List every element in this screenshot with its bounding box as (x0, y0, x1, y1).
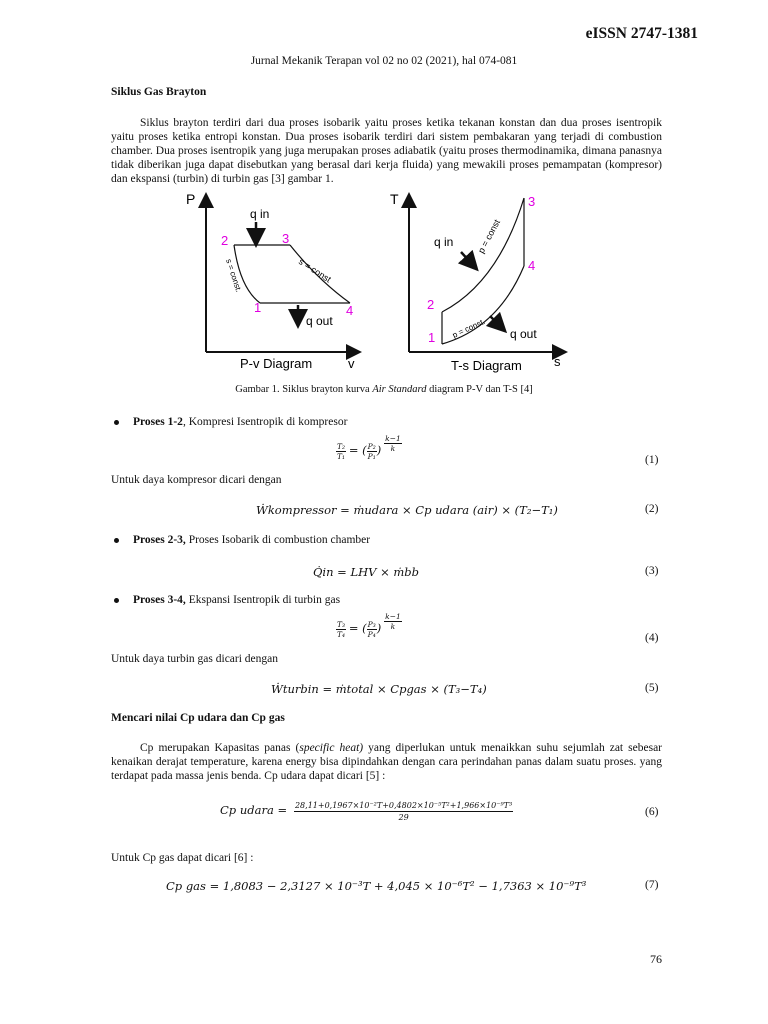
eq6-numerator: 28,11+0,1967×10⁻²T+0,4802×10⁻⁵T²+1,966×10⁻⁹T³ (294, 801, 513, 810)
eq4-lhs-den: T₄ (337, 630, 346, 639)
pv-y-label: P (186, 191, 196, 207)
equation-7: Cp gas = 1,8083 − 2,3127 × 10⁻³T + 4,045 × 10⁻⁶T² − 1,7363 × 10⁻⁹T³ (166, 879, 587, 893)
eq1-exp-num: k−1 (385, 434, 401, 443)
ts-qin-label: q in (434, 235, 454, 249)
bullet-proses-34 (114, 594, 340, 606)
eq6-lhs: Cp udara = (220, 803, 288, 818)
pv-diagram (186, 191, 355, 371)
eq5-number: (5) (645, 682, 659, 694)
eq4-number: (4) (645, 632, 659, 644)
bullet-proses-12 (114, 416, 347, 428)
ts-qout-arrow (490, 316, 500, 326)
equation-6 (220, 800, 513, 823)
pv-point-4: 4 (346, 303, 354, 318)
bullet-icon (114, 598, 119, 603)
eq6-denominator: 29 (398, 813, 409, 822)
figure-caption (0, 384, 768, 395)
page-number: 76 (650, 952, 662, 966)
text-turbin: Untuk daya turbin gas dicari dengan (111, 653, 279, 665)
ts-p-const-23: p = const (475, 217, 503, 255)
paragraph-cp-pre: Cp merupakan Kapasitas panas ( (140, 742, 300, 754)
equation-5: Ẇturbin = ṁtotal × Cpgas × (T₃−T₄) (271, 682, 487, 696)
eq3-number: (3) (645, 565, 659, 577)
proses34-text: Ekspansi Isentropik di turbin gas (185, 594, 341, 606)
brayton-figure (178, 188, 578, 374)
pv-point-1: 1 (254, 300, 262, 315)
proses12-bold: Proses 1-2 (133, 416, 183, 428)
ts-point-3: 3 (528, 194, 536, 209)
ts-title: T-s Diagram (451, 358, 522, 373)
bullet-proses-23 (114, 534, 370, 546)
ts-x-label: s (554, 354, 561, 369)
equation-2: Ẇkompressor = ṁudara × Cp udara (air) × (T₂−T₁) (256, 503, 558, 517)
bullet-icon (114, 538, 119, 543)
pv-point-2: 2 (221, 233, 229, 248)
text-cpgas: Untuk Cp gas dapat dicari [6] : (111, 852, 254, 864)
ts-point-4: 4 (528, 258, 536, 273)
eq4-in-num: P₃ (367, 620, 376, 629)
proses23-text: Proses Isobarik di combustion chamber (185, 534, 371, 546)
eq1-lhs-den: T₁ (337, 452, 346, 461)
eq1-number: (1) (645, 454, 659, 466)
journal-header: Jurnal Mekanik Terapan vol 02 no 02 (2021), hal 074-081 (250, 55, 518, 67)
pv-title: P-v Diagram (240, 356, 313, 371)
eq2-number: (2) (645, 503, 659, 515)
paragraph-cp (111, 741, 662, 783)
eq1-lhs-num: T₂ (337, 442, 346, 451)
paragraph-cp-post: yang diperlukan untuk menaikkan suhu sejumlah zat sebesar kenaikan derajat temperature, karena energy bisa dipindahkan dengan cara perindahan panas dalam suatu proses. yang terdapat pada massa jenis benda. Cp udara dapat dicari [5] : (111, 742, 662, 782)
ts-qin-arrow (461, 252, 472, 264)
section-heading-cp: Mencari nilai Cp udara dan Cp gas (111, 712, 285, 724)
eq1-in-num: P₂ (367, 442, 376, 451)
eq4-lhs-num: T₃ (337, 620, 346, 629)
paragraph-brayton (111, 116, 662, 186)
equation-4: $\frac{\text{T₃}}{\text{T₄}}$ = ( $\frac{\text{P₃}}{\text{P₄}}$ ) $\frac{k-1}{k}$ (337, 612, 401, 639)
proses23-bold: Proses 2-3, (133, 534, 186, 546)
ts-point-1: 1 (428, 330, 436, 345)
paragraph-brayton-text: Siklus brayton terdiri dari dua proses isobarik yaitu proses ketika tekanan konstan dan dua proses isentropik yaitu proses ketika entropi konstan. Dua proses isobarik terdiri dari sistem pembakaran yang terjadi di combustion chamber. Dua proses isentropik yang juga merupakan proses adiabatik (yaitu proses thermodinamika, dimana panasnya tidak diberikan juga dapat disebutkan yang berasal dari kerja fluida) yang mewakili proses pemampatan (kompresor) dan ekspansi (turbin) di turbin gas [3] gambar 1. (111, 117, 662, 185)
eq4-in-den: P₄ (367, 630, 376, 639)
proses34-bold: Proses 3-4, (133, 594, 186, 606)
caption-text-post: diagram P-V dan T-S [4] (426, 384, 533, 395)
pv-s-const-12: s = const. (224, 257, 244, 294)
caption-text-pre: Gambar 1. Siklus brayton kurva (235, 384, 373, 395)
bullet-icon (114, 420, 119, 425)
pv-x-label: v (348, 356, 355, 371)
ts-diagram (390, 191, 561, 373)
ts-qout-label: q out (510, 327, 537, 341)
pv-s-const-34: s = const (296, 256, 333, 285)
eissn-header: eISSN 2747-1381 (585, 25, 698, 42)
eq7-number: (7) (645, 879, 659, 891)
caption-text-italic: Air Standard (372, 384, 427, 395)
section-heading-brayton: Siklus Gas Brayton (111, 86, 207, 98)
proses12-text: , Kompresi Isentropik di kompresor (182, 416, 348, 428)
eq4-exp-den: k (390, 622, 396, 631)
ts-p-const-41: p = const. (451, 316, 487, 340)
equation-3: Q̇in = LHV × ṁbb (313, 565, 420, 579)
text-kompresor: Untuk daya kompresor dicari dengan (111, 474, 282, 486)
paragraph-cp-italic: specific heat) (299, 742, 364, 754)
eq6-number: (6) (645, 806, 659, 818)
ts-point-2: 2 (427, 297, 435, 312)
pv-qin-label: q in (250, 207, 270, 221)
eq4-exp-num: k−1 (385, 612, 401, 621)
pv-qout-label: q out (306, 314, 333, 328)
eq1-exp-den: k (390, 444, 396, 453)
pv-point-3: 3 (282, 231, 290, 246)
eq1-in-den: P₁ (367, 452, 376, 461)
equation-1: $\frac{\text{T₂}}{\text{T₁}}$ = ( $\frac{\text{P₂}}{\text{P₁}}$ ) $\frac{k-1}{k}$ (337, 434, 401, 461)
ts-y-label: T (390, 191, 399, 207)
